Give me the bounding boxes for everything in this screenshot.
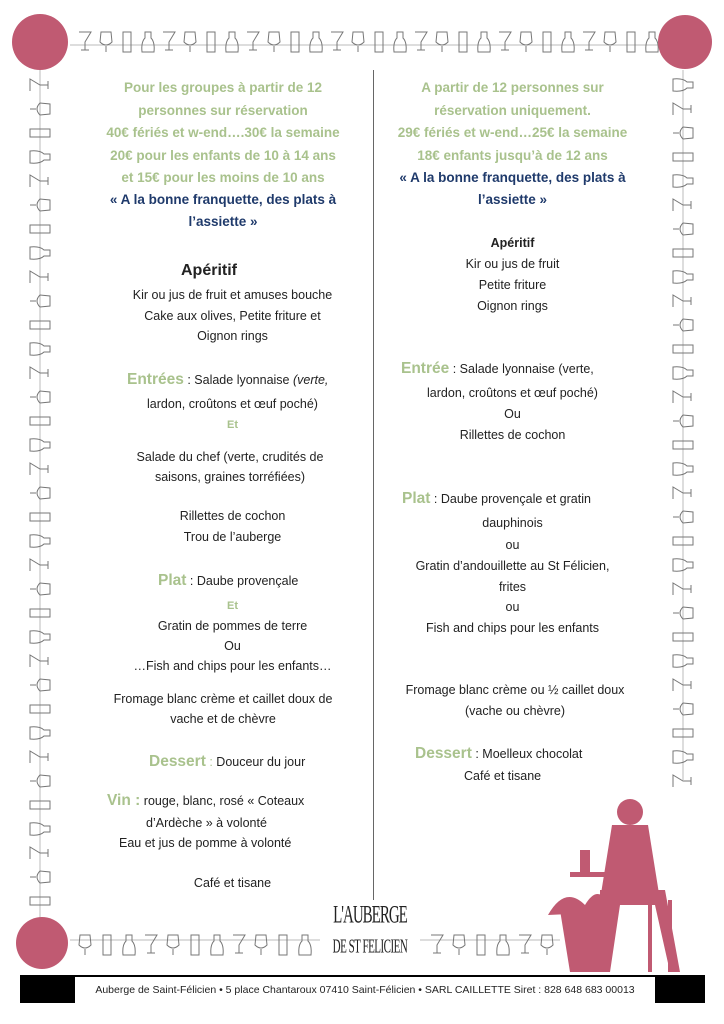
- column-divider: [373, 70, 374, 900]
- left-intro-1: Pour les groupes à partir de 12: [123, 80, 323, 95]
- glass-icon: [520, 32, 532, 52]
- plat-label: Plat: [158, 572, 187, 589]
- plat-label: Plat: [402, 490, 431, 507]
- glass-icon: [627, 32, 635, 52]
- right-intro-1: A partir de 12 personnes sur: [421, 80, 604, 95]
- right-intro-4: 18€ enfants jusqu’à de 12 ans: [417, 148, 608, 163]
- entrees-text: : Salade lyonnaise: [183, 373, 293, 387]
- right-intro-2: réservation uniquement.: [434, 103, 591, 118]
- logo-line1: L'AUBERGE: [333, 902, 407, 930]
- left-vin-line3: Eau et jus de pomme à volonté: [119, 836, 292, 850]
- entrees-label: Entrées: [127, 371, 184, 388]
- glass-icon: [30, 271, 48, 283]
- glass-icon: [123, 32, 131, 52]
- glass-icon: [673, 679, 691, 691]
- left-cafe: Café et tisane: [193, 876, 272, 890]
- glass-icon: [30, 367, 48, 379]
- glass-icon: [394, 32, 406, 52]
- left-vin-line: [107, 793, 304, 809]
- glass-icon: [145, 935, 157, 953]
- glass-icon: [331, 32, 343, 50]
- left-vin-line2: d’Ardèche » à volonté: [146, 816, 267, 830]
- left-aperitif-line: Oignon rings: [197, 329, 268, 343]
- right-intro-3: 29€ fériés et w-end…25€ la semaine: [397, 125, 628, 140]
- right-plat-line: Gratin d’andouillette au St Félicien,: [415, 559, 610, 573]
- seated-man-silhouette: [548, 799, 680, 972]
- glass-icon: [673, 487, 691, 499]
- right-tagline-1: « A la bonne franquette, des plats à: [399, 170, 626, 185]
- right-aperitif-line: Petite friture: [478, 278, 547, 292]
- glass-icon: [30, 559, 48, 571]
- footer-bar: [20, 975, 705, 1003]
- vin-label: Vin :: [107, 792, 141, 809]
- left-plat-line: …Fish and chips pour les enfants…: [133, 659, 332, 673]
- plat-text: : Daube provençale: [186, 574, 299, 588]
- left-intro-2: personnes sur réservation: [138, 103, 308, 118]
- right-fromage: (vache ou chèvre): [464, 704, 566, 718]
- glass-icon: [30, 175, 48, 187]
- glass-icon: [30, 751, 48, 763]
- right-aperitif-line: Kir ou jus de fruit: [465, 257, 560, 271]
- glass-icon: [543, 32, 551, 52]
- auberge-logo: [320, 900, 420, 970]
- right-entree-line: Ou: [504, 407, 521, 421]
- right-dessert-line: [415, 746, 582, 762]
- left-entrees-line: [127, 372, 328, 388]
- glass-icon: [30, 463, 48, 475]
- left-fromage: Fromage blanc crème et caillet doux de: [113, 692, 333, 706]
- logo-line2: DE ST FELICIEN: [332, 936, 408, 958]
- glass-icon: [673, 583, 691, 595]
- glass-icon: [30, 79, 48, 91]
- glass-icon: [163, 32, 175, 50]
- glass-icon: [233, 935, 245, 953]
- glass-icon: [436, 32, 448, 52]
- right-plat-line: Fish and chips pour les enfants: [425, 621, 600, 635]
- glass-icon: [646, 32, 658, 52]
- dessert-sep: :: [205, 755, 217, 769]
- right-plat-line: ou: [505, 538, 520, 552]
- left-aperitif-line: Cake aux olives, Petite friture et: [144, 309, 321, 323]
- glass-icon: [247, 32, 259, 50]
- plat-text: : Daube provençale et gratin: [430, 492, 591, 506]
- glass-icon: [268, 32, 280, 52]
- glass-icon: [477, 935, 485, 955]
- footer-address: Auberge de Saint-Félicien • 5 place Chantaroux 07410 Saint-Félicien • SARL CAILLETTE Siret : 828 648 683 00013: [75, 977, 655, 1003]
- right-aperitif-title: Apéritif: [490, 236, 535, 250]
- glass-icon: [291, 32, 299, 52]
- glass-icon: [226, 32, 238, 52]
- left-salade-chef: Salade du chef (verte, crudités de: [136, 450, 324, 464]
- left-plat-line: Gratin de pommes de terre: [157, 619, 308, 633]
- glass-icon: [562, 32, 574, 52]
- glass-icon: [453, 935, 465, 955]
- glass-icon: [184, 32, 196, 52]
- glass-icon: [207, 32, 215, 52]
- glass-icon: [103, 935, 111, 955]
- right-plat-line: ou: [505, 600, 520, 614]
- glass-icon: [167, 935, 179, 955]
- left-entrees-line2: lardon, croûtons et œuf poché): [147, 397, 318, 411]
- glass-icon: [673, 295, 691, 307]
- vin-text: rouge, blanc, rosé « Coteaux: [140, 794, 305, 808]
- entrees-italic: (verte,: [292, 373, 329, 387]
- left-plat-et: Et: [227, 600, 238, 612]
- glass-icon: [191, 935, 199, 955]
- left-tagline-1: « A la bonne franquette, des plats à: [109, 192, 337, 207]
- glass-icon: [30, 847, 48, 859]
- glass-icon: [673, 199, 691, 211]
- glass-icon: [79, 935, 91, 955]
- right-aperitif-line: Oignon rings: [477, 299, 548, 313]
- glass-icon: [499, 32, 511, 50]
- glass-icon: [459, 32, 467, 52]
- right-cafe: Café et tisane: [464, 769, 542, 783]
- right-tagline-2: l’assiette »: [477, 192, 548, 207]
- right-plat-line: [402, 491, 591, 507]
- glass-icon: [415, 32, 427, 50]
- glass-icon: [673, 775, 691, 787]
- dessert-label: Dessert: [415, 745, 472, 762]
- left-dessert-line: [149, 754, 305, 770]
- glass-icon: [211, 935, 223, 955]
- left-intro-3: 40€ fériés et w-end….30€ la semaine: [106, 125, 340, 140]
- right-entree-line: Rillettes de cochon: [459, 428, 566, 442]
- left-salade-chef: saisons, graines torréfiées): [154, 470, 306, 484]
- right-plat-line: frites: [498, 580, 527, 594]
- glass-icon: [583, 32, 595, 50]
- pink-circle-decoration: [12, 14, 68, 70]
- right-plat-line: dauphinois: [482, 516, 543, 530]
- glass-icon: [30, 655, 48, 667]
- glass-icon: [310, 32, 322, 52]
- left-plat-line: Ou: [224, 639, 241, 653]
- left-plat-line: [158, 573, 298, 589]
- dessert-text: : Moelleux chocolat: [471, 747, 583, 761]
- entree-label: Entrée: [401, 360, 450, 377]
- right-entree-line: lardon, croûtons et œuf poché): [427, 386, 598, 400]
- glass-icon: [497, 935, 509, 955]
- glass-icon: [604, 32, 616, 52]
- left-intro-5: et 15€ pour les moins de 10 ans: [121, 170, 325, 185]
- left-entrees-et: Et: [227, 419, 238, 431]
- pink-circle-decoration: [16, 917, 68, 969]
- left-trou: Trou de l’auberge: [183, 530, 282, 544]
- pink-circle-decoration: [658, 15, 712, 69]
- glass-icon: [255, 935, 267, 955]
- left-aperitif-line: Kir ou jus de fruit et amuses bouche: [132, 288, 333, 302]
- glass-icon: [478, 32, 490, 52]
- dessert-text: Douceur du jour: [216, 755, 306, 769]
- glass-icon: [299, 935, 311, 955]
- left-tagline-2: l’assiette »: [188, 214, 258, 229]
- dessert-label: Dessert: [149, 753, 206, 770]
- glass-icon: [279, 935, 287, 955]
- glass-icon: [431, 935, 443, 953]
- left-aperitif-title: Apéritif: [181, 262, 237, 279]
- glass-icon: [123, 935, 135, 955]
- left-rillettes: Rillettes de cochon: [179, 509, 286, 523]
- right-entree-line: [401, 361, 594, 377]
- glass-icon: [100, 32, 112, 52]
- glass-icon: [352, 32, 364, 52]
- glass-icon: [541, 935, 553, 955]
- glass-icon: [673, 103, 691, 115]
- left-intro-4: 20€ pour les enfants de 10 à 14 ans: [110, 148, 336, 163]
- right-fromage: Fromage blanc crème ou ½ caillet doux: [405, 683, 625, 697]
- glass-icon: [519, 935, 531, 953]
- glass-icon: [673, 391, 691, 403]
- entree-text: : Salade lyonnaise (verte,: [449, 362, 594, 376]
- glass-icon: [142, 32, 154, 52]
- glass-icon: [375, 32, 383, 52]
- left-fromage: vache et de chèvre: [170, 712, 276, 726]
- glass-icon: [79, 32, 91, 50]
